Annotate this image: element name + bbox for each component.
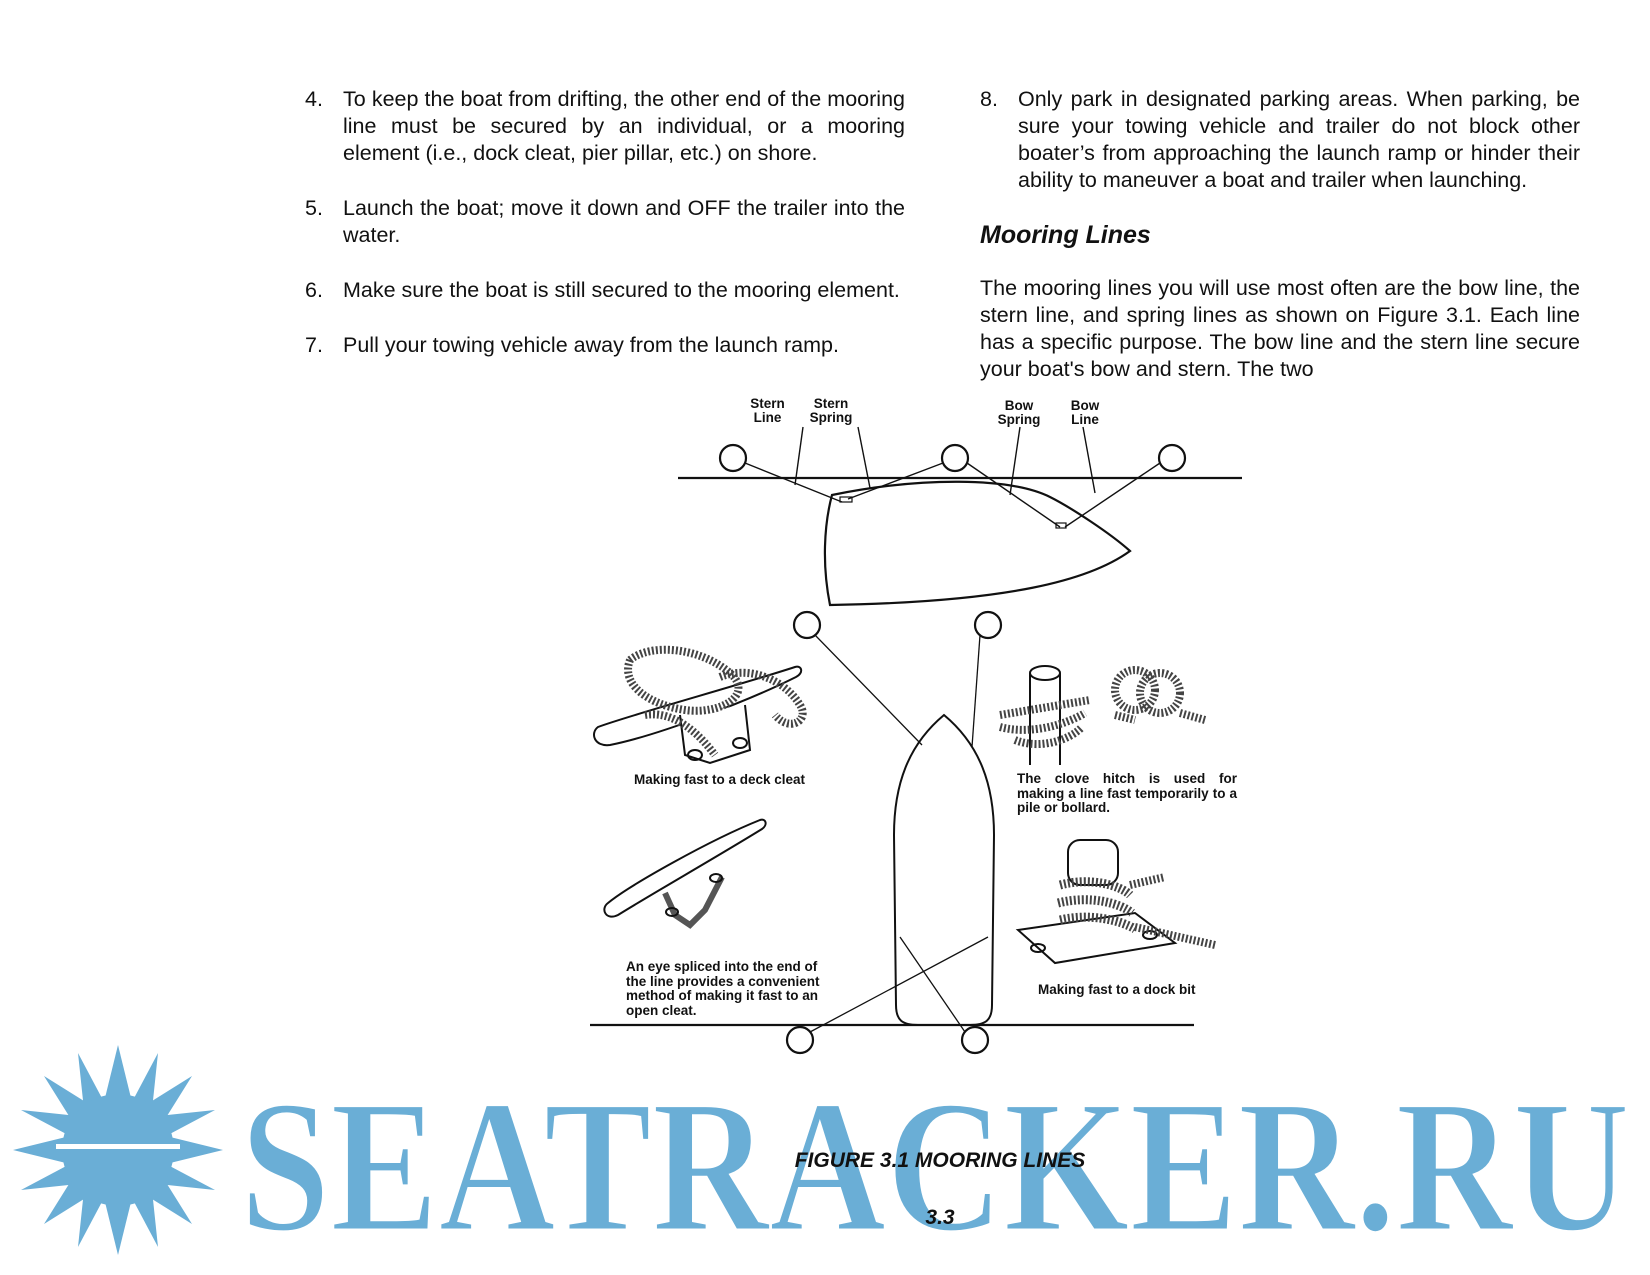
section-heading: Mooring Lines bbox=[980, 221, 1151, 249]
left-column bbox=[305, 86, 905, 387]
list-text: To keep the boat from drifting, the other end of the mooring line must be secured by an individual, or a mooring element (i.e., dock cleat, pier pillar, etc.) on shore. bbox=[343, 87, 905, 165]
piling-5 bbox=[975, 612, 1001, 638]
open-cleat-illustration bbox=[604, 820, 765, 925]
piling-1 bbox=[720, 445, 746, 471]
stern-line-label: Stern Line bbox=[750, 396, 785, 425]
piling-2 bbox=[942, 445, 968, 471]
stern-spring-label: Stern Spring bbox=[809, 396, 853, 425]
dock-bit-illustration bbox=[1018, 840, 1215, 963]
list-item bbox=[305, 277, 905, 304]
right-column bbox=[980, 86, 1580, 383]
list-number: 8. bbox=[980, 87, 998, 111]
boat-hull-top bbox=[825, 482, 1130, 605]
figure-caption: FIGURE 3.1 MOORING LINES bbox=[794, 1149, 1086, 1172]
dock-bit-caption: Making fast to a dock bit bbox=[1038, 982, 1196, 997]
section-paragraph: The mooring lines you will use most often are the bow line, the stern line, and spring lines as shown on Figure 3.1. Each line has a specific purpose. The bow line and the stern line secure your boat's bow and stern. The two bbox=[980, 276, 1580, 381]
piling-3 bbox=[1159, 445, 1185, 471]
list-item bbox=[305, 195, 905, 249]
list-text: Launch the boat; move it down and OFF the trailer into the water. bbox=[343, 196, 905, 247]
clove-hitch-illustration bbox=[1000, 666, 1205, 765]
list-text: Only park in designated parking areas. When parking, be sure your towing vehicle and trailer do not block other boater’s from approaching the launch ramp or hinder their ability to maneuver a boat and trailer when launching. bbox=[1018, 87, 1580, 192]
list-item bbox=[980, 86, 1580, 194]
bow-line-label: Bow Line bbox=[1070, 398, 1100, 427]
list-number: 4. bbox=[305, 87, 323, 111]
list-item bbox=[305, 332, 905, 359]
list-item bbox=[305, 86, 905, 167]
deck-cleat-caption: Making fast to a deck cleat bbox=[634, 772, 806, 787]
bow-spring-label: Bow Spring bbox=[997, 398, 1041, 427]
mooring-lines-figure bbox=[590, 396, 1290, 1110]
page-number: 3.3 bbox=[925, 1206, 955, 1229]
list-number: 6. bbox=[305, 278, 323, 302]
list-text: Pull your towing vehicle away from the launch ramp. bbox=[343, 333, 839, 357]
eye-splice-caption: An eye spliced into the end of the line provides a convenient method of making it fast to an open cleat. bbox=[626, 959, 820, 1018]
piling-4 bbox=[794, 612, 820, 638]
deck-cleat-illustration bbox=[594, 650, 803, 763]
list-number: 5. bbox=[305, 196, 323, 220]
clove-hitch-caption: The clove hitch is used for making a line fast temporarily to a pile or bollard. bbox=[1017, 771, 1237, 815]
watermark-text: SEATRACKER.RU bbox=[240, 1062, 1630, 1272]
list-number: 7. bbox=[305, 333, 323, 357]
list-text: Make sure the boat is still secured to the mooring element. bbox=[343, 278, 900, 302]
